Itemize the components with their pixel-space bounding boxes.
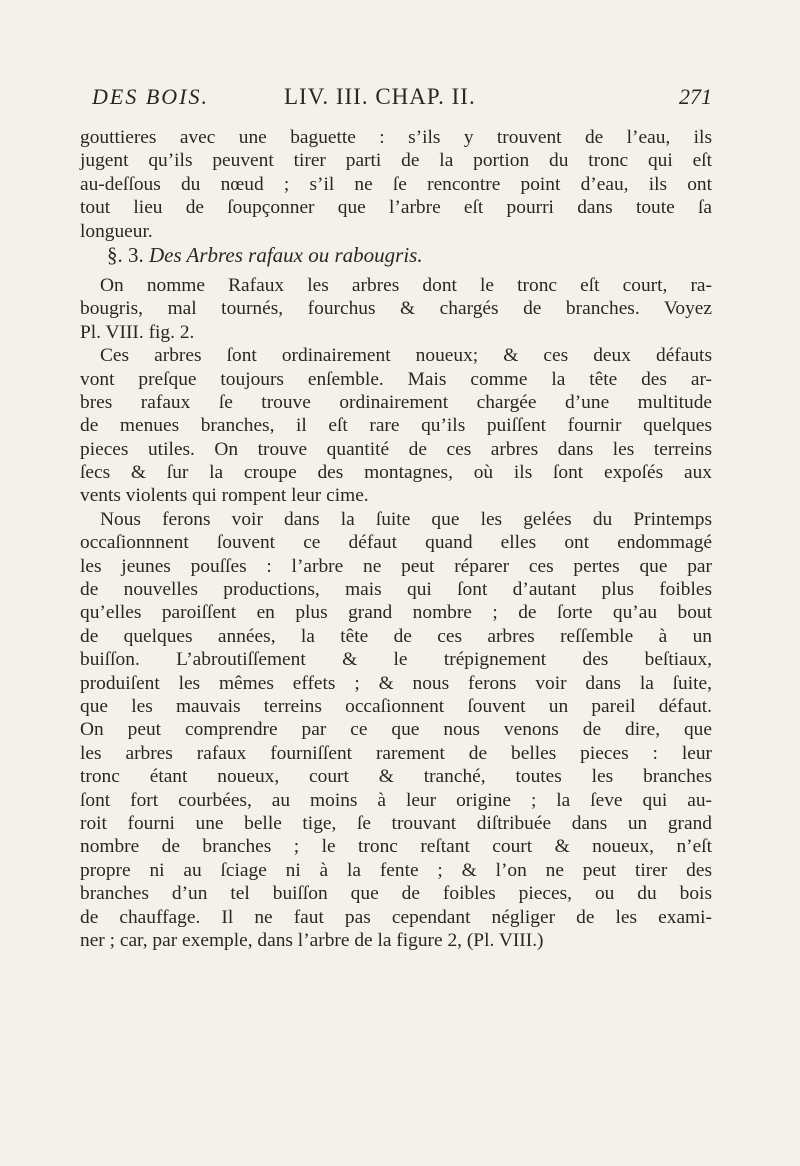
text-line: de menues branches, il eſt rare qu’ils puiſſent fournir quelques (80, 415, 712, 437)
running-head-chapter: LIV. III. CHAP. II. (284, 84, 476, 109)
text-line: On nomme Rafaux les arbres dont le tronc eſt court, ra- (100, 274, 712, 296)
paragraph-2 (80, 274, 712, 344)
text-line: que les mauvais terreins occaſionnent ſouvent un pareil défaut. (80, 695, 712, 717)
text-line: gouttieres avec une baguette : s’ils y trouvent de l’eau, ils (80, 127, 712, 148)
section-title: Des Arbres rafaux ou rabougris. (149, 242, 423, 267)
paragraph-3 (80, 344, 712, 508)
text-line: ſecs & ſur la croupe des montagnes, où ils ſont expoſés aux (80, 462, 712, 484)
text-line: propre ni au ſciage ni à la fente ; & l’on ne peut tirer des (80, 859, 712, 881)
text-line: vont preſque toujours enſemble. Mais comme la tête des ar- (80, 368, 712, 390)
text-line: tout lieu de ſoupçonner que l’arbre eſt pourri dans toute ſa (80, 197, 712, 219)
text-line: ſont fort courbées, au moins à leur origine ; la ſeve qui au- (80, 789, 712, 811)
text-line: occaſionnnent ſouvent ce défaut quand elles ont endommagé (80, 532, 712, 554)
text-line: vents violents qui rompent leur cime. (80, 485, 369, 507)
running-head-title: DES BOIS. (92, 84, 209, 109)
text-line: roit fourni une belle tige, ſe trouvant diſtribuée dans un grand (80, 812, 712, 834)
text-line: jugent qu’ils peuvent tirer parti de la portion du tronc qui eſt (80, 150, 712, 172)
text-line: buiſſon. L’abroutiſſement & le trépignement des beſtiaux, (80, 649, 712, 671)
paragraph-4 (80, 508, 712, 719)
text-line: pieces utiles. On trouve quantité de ces arbres dans les terreins (80, 438, 712, 460)
text-line: nombre de branches ; le tronc reſtant court & noueux, n’eſt (80, 836, 712, 858)
section-heading (80, 243, 712, 268)
text-line: bougris, mal tournés, fourchus & chargés de branches. Voyez (80, 298, 712, 320)
text-line: les jeunes pouſſes : l’arbre ne peut réparer ces pertes que par (80, 555, 712, 577)
text-line: ner ; car, par exemple, dans l’arbre de la figure 2, (Pl. VIII.) (80, 929, 544, 951)
text-line: Ces arbres ſont ordinairement noueux; & ces deux défauts (100, 345, 712, 367)
section-number: §. 3. (107, 242, 144, 267)
text-line: longueur. (80, 220, 153, 242)
text-line: de nouvelles productions, mais qui ſont d’autant plus foibles (80, 579, 712, 601)
page-number: 271 (679, 84, 712, 109)
text-line: tronc étant noueux, court & tranché, toutes les branches (80, 766, 712, 788)
paragraph-1 (80, 126, 712, 243)
text-line: Nous ferons voir dans la ſuite que les gelées du Printemps (100, 508, 712, 530)
text-line: branches d’un tel buiſſon que de foibles pieces, ou du bois (80, 883, 712, 905)
text-line: On peut comprendre par ce que nous venons de dire, que (80, 719, 712, 741)
text-line: les arbres rafaux fourniſſent rarement de belles pieces : leur (80, 742, 712, 764)
text-line: bres rafaux ſe trouve ordinairement chargée d’une multitude (80, 391, 712, 413)
text-line: de chauffage. Il ne faut pas cependant négliger de les exami- (80, 906, 712, 928)
text-line: Pl. VIII. fig. 2. (80, 321, 195, 343)
text-line: de quelques années, la tête de ces arbres reſſemble à un (80, 625, 712, 647)
text-line: qu’elles paroiſſent en plus grand nombre ; de ſorte qu’au bout (80, 602, 712, 624)
text-line: produiſent les mêmes effets ; & nous ferons voir dans la ſuite, (80, 672, 712, 694)
body-text (80, 126, 712, 952)
running-head (92, 78, 712, 114)
paragraph-5 (80, 718, 712, 952)
text-line: au-deſſous du nœud ; s’il ne ſe rencontre point d’eau, ils ont (80, 173, 712, 195)
